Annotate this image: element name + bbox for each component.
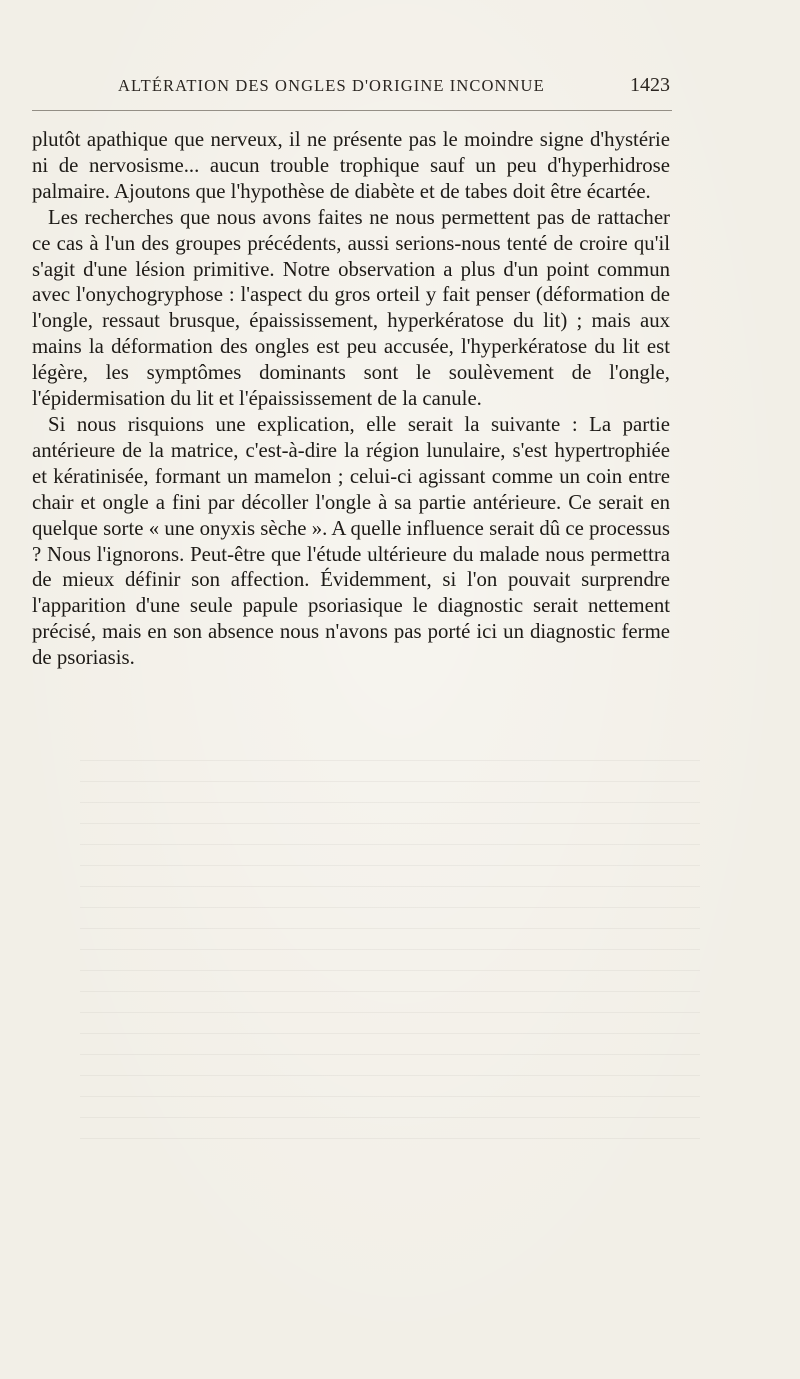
body-text xyxy=(32,127,670,671)
header-rule xyxy=(32,110,672,111)
page-header xyxy=(118,74,674,102)
page-number: 1423 xyxy=(630,74,670,96)
running-title: ALTÉRATION DES ONGLES D'ORIGINE INCONNUE xyxy=(118,76,545,95)
show-through-texture xyxy=(80,760,700,1140)
paragraph: Si nous risquions une explication, elle serait la suivante : La partie antérieure de la matrice, c'est-à-dire la région lunulaire, s'est hypertrophiée et kératinisée, formant un mamelon ; celui-ci agissant comme un coin entre chair et ongle a fini par décoller l'ongle à sa partie antérieure. Ce serait en quelque sorte « une onyxis sèche ». A quelle influence serait dû ce processus ? Nous l'ignorons. Peut-être que l'étude ultérieure du malade nous permettra de mieux définir son affection. Évidemment, si l'on pouvait surprendre l'apparition d'une seule papule psoriasique le diagnostic serait nettement précisé, mais en son absence nous n'avons pas porté ici un diagnostic ferme de psoriasis. xyxy=(32,412,670,670)
paragraph: Les recherches que nous avons faites ne nous permettent pas de rattacher ce cas à l'un des groupes précédents, aussi serions-nous tenté de croire qu'il s'agit d'une lésion primitive. Notre observation a plus d'un point commun avec l'onychogryphose : l'aspect du gros orteil y fait penser (déformation de l'ongle, ressaut brusque, épaississement, hyperkératose du lit) ; mais aux mains la déformation des ongles est peu accusée, l'hyperkératose du lit est légère, les symptômes dominants sont le soulèvement de l'ongle, l'épidermisation du lit et l'épaississement de la canule. xyxy=(32,205,670,411)
paragraph: plutôt apathique que nerveux, il ne présente pas le moindre signe d'hystérie ni de nervosisme... aucun trouble trophique sauf un peu d'hyperhidrose palmaire. Ajoutons que l'hypothèse de diabète et de tabes doit être écartée. xyxy=(32,128,670,203)
